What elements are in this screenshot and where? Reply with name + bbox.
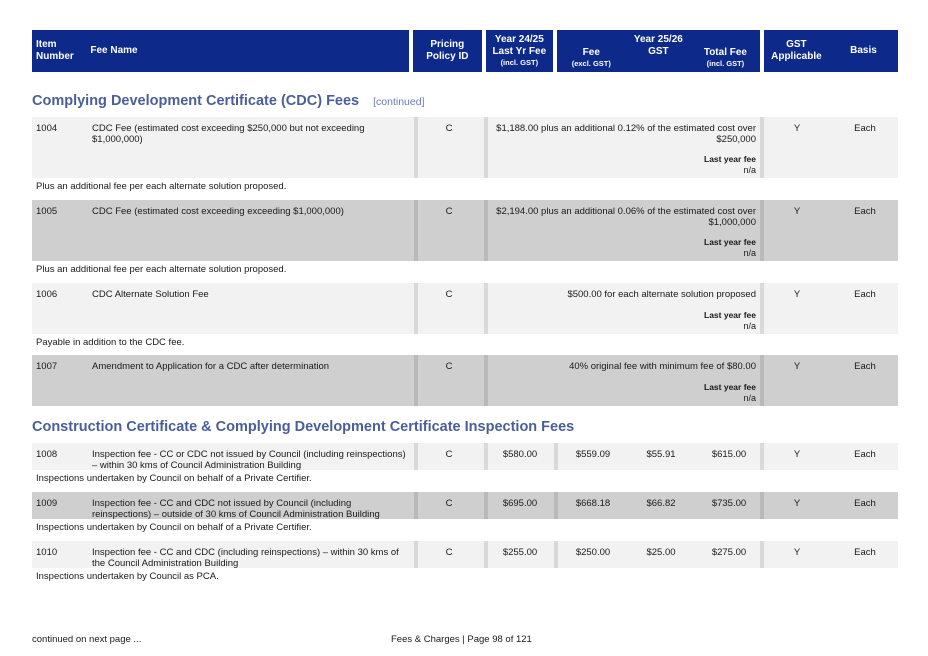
header-fee-sub: (excl. GST) (571, 59, 611, 68)
last-year-label: Last year fee (704, 382, 756, 392)
header-last-yr-sub: (incl. GST) (500, 58, 539, 67)
gst-applicable: Y (793, 361, 801, 372)
basis: Each (854, 289, 876, 300)
total-fee: $275.00 (711, 547, 747, 558)
pricing-policy: C (445, 449, 453, 460)
header-pricing-line2: Policy ID (426, 51, 469, 62)
last-year-value: n/a (743, 165, 756, 175)
item-number: 1010 (36, 547, 58, 558)
gst-applicable: Y (793, 206, 801, 217)
item-number: 1008 (36, 449, 58, 460)
fee-description: $2,194.00 plus an additional 0.06% of the estimated cost over $1,000,000 (496, 206, 756, 228)
item-number: 1004 (36, 123, 58, 134)
fee-description: $1,188.00 plus an additional 0.12% of the estimated cost over $250,000 (496, 123, 756, 145)
header-gst-applicable (764, 30, 829, 72)
item-number: 1006 (36, 289, 58, 300)
last-year-label: Last year fee (704, 237, 756, 247)
header-item-number (32, 30, 82, 72)
gst-applicable: Y (793, 449, 801, 460)
basis: Each (854, 498, 876, 509)
gst-applicable: Y (793, 289, 801, 300)
header-basis (829, 30, 898, 72)
header-fee-label: Fee (582, 47, 600, 58)
header-basis-label: Basis (850, 45, 877, 56)
fee-name: Inspection fee - CC and CDC (including reinspections) – within 30 kms of the Council Administration Building (92, 547, 399, 569)
fee-description: $500.00 for each alternate solution proposed (567, 289, 756, 300)
row-note: Inspections undertaken by Council as PCA. (32, 569, 898, 585)
header-total-fee (691, 30, 760, 72)
header-last-yr-fee: Last Yr Fee (492, 46, 547, 57)
section-continued: [continued] (373, 96, 425, 108)
basis: Each (854, 361, 876, 372)
header-gst-app-line2: Applicable (771, 51, 822, 62)
gst-amount: $66.82 (646, 498, 676, 509)
last-year-fee: $580.00 (502, 449, 538, 460)
last-year-value: n/a (743, 321, 756, 331)
item-number: 1009 (36, 498, 58, 509)
fee-name: Inspection fee - CC or CDC not issued by Council (including reinspections) – within 30 kms of Council Administration Building (92, 449, 406, 471)
pricing-policy: C (445, 547, 453, 558)
last-year-fee (704, 310, 756, 332)
row-note: Payable in addition to the CDC fee. (32, 335, 898, 351)
section-title-text: Complying Development Certificate (CDC) Fees (32, 93, 360, 109)
header-gst-label: GST (648, 46, 669, 57)
last-year-label: Last year fee (704, 310, 756, 320)
table-row (32, 541, 898, 568)
pricing-policy: C (445, 123, 453, 134)
pricing-policy: C (445, 289, 453, 300)
fee-name: Inspection fee - CC and CDC not issued by Council (including reinspections) – outside of 30 kms of Council Administration Building (92, 498, 380, 520)
table-row (32, 200, 898, 261)
gst-applicable: Y (793, 123, 801, 134)
table-row (32, 443, 898, 470)
basis: Each (854, 449, 876, 460)
section-title-text: Construction Certificate & Complying Development Certificate Inspection Fees (32, 419, 575, 435)
header-fee-name-label: Fee Name (90, 45, 138, 56)
fee-excl-gst: $559.09 (575, 449, 611, 460)
last-year-value: n/a (743, 393, 756, 403)
last-year-fee (704, 382, 756, 404)
footer-page-number: Fees & Charges | Page 98 of 121 (391, 634, 532, 645)
header-gst (626, 30, 691, 72)
pricing-policy: C (445, 206, 453, 217)
row-note: Plus an additional fee per each alternate solution proposed. (32, 179, 898, 195)
fee-excl-gst: $250.00 (575, 547, 611, 558)
header-pricing-line1: Pricing (430, 39, 465, 50)
header-year-prev: Year 24/25 (494, 34, 544, 45)
footer-continued: continued on next page ... (32, 634, 142, 645)
row-note: Inspections undertaken by Council on behalf of a Private Certifier. (32, 471, 898, 487)
last-year-fee: $255.00 (502, 547, 538, 558)
section-title-inspection (32, 419, 574, 435)
table-row (32, 117, 898, 178)
header-item-number-line1: Item (36, 39, 57, 50)
table-row (32, 355, 898, 406)
basis: Each (854, 123, 876, 134)
row-note: Plus an additional fee per each alternate solution proposed. (32, 262, 898, 278)
gst-applicable: Y (793, 498, 801, 509)
table-header (32, 30, 898, 72)
total-fee: $615.00 (711, 449, 747, 460)
gst-amount: $25.00 (646, 547, 676, 558)
last-year-fee: $695.00 (502, 498, 538, 509)
last-year-fee (704, 154, 756, 176)
header-gst-app-line1: GST (786, 39, 807, 50)
fee-name: CDC Fee (estimated cost exceeding exceeding $1,000,000) (92, 206, 344, 217)
fee-excl-gst: $668.18 (575, 498, 611, 509)
header-item-number-line2: Number (36, 51, 74, 62)
fee-name: CDC Alternate Solution Fee (92, 289, 209, 300)
item-number: 1007 (36, 361, 58, 372)
item-number: 1005 (36, 206, 58, 217)
header-last-year-fee (486, 30, 553, 72)
header-fee (557, 30, 626, 72)
pricing-policy: C (445, 361, 453, 372)
last-year-value: n/a (743, 248, 756, 258)
header-total-fee-sub: (incl. GST) (706, 59, 745, 68)
header-year-curr: Year 25/26 (633, 34, 683, 45)
table-row (32, 492, 898, 519)
header-total-fee-label: Total Fee (703, 47, 747, 58)
header-pricing-policy (413, 30, 482, 72)
basis: Each (854, 547, 876, 558)
gst-amount: $55.91 (646, 449, 676, 460)
gst-applicable: Y (793, 547, 801, 558)
fee-name: CDC Fee (estimated cost exceeding $250,000 but not exceeding $1,000,000) (92, 123, 365, 145)
pricing-policy: C (445, 498, 453, 509)
fee-name: Amendment to Application for a CDC after determination (92, 361, 330, 372)
section-title-cdc (32, 93, 425, 109)
fee-description: 40% original fee with minimum fee of $80.00 (569, 361, 756, 372)
total-fee: $735.00 (711, 498, 747, 509)
last-year-fee (704, 237, 756, 259)
row-note: Inspections undertaken by Council on behalf of a Private Certifier. (32, 520, 898, 536)
last-year-label: Last year fee (704, 154, 756, 164)
header-fee-name (82, 30, 409, 72)
table-row (32, 283, 898, 334)
basis: Each (854, 206, 876, 217)
